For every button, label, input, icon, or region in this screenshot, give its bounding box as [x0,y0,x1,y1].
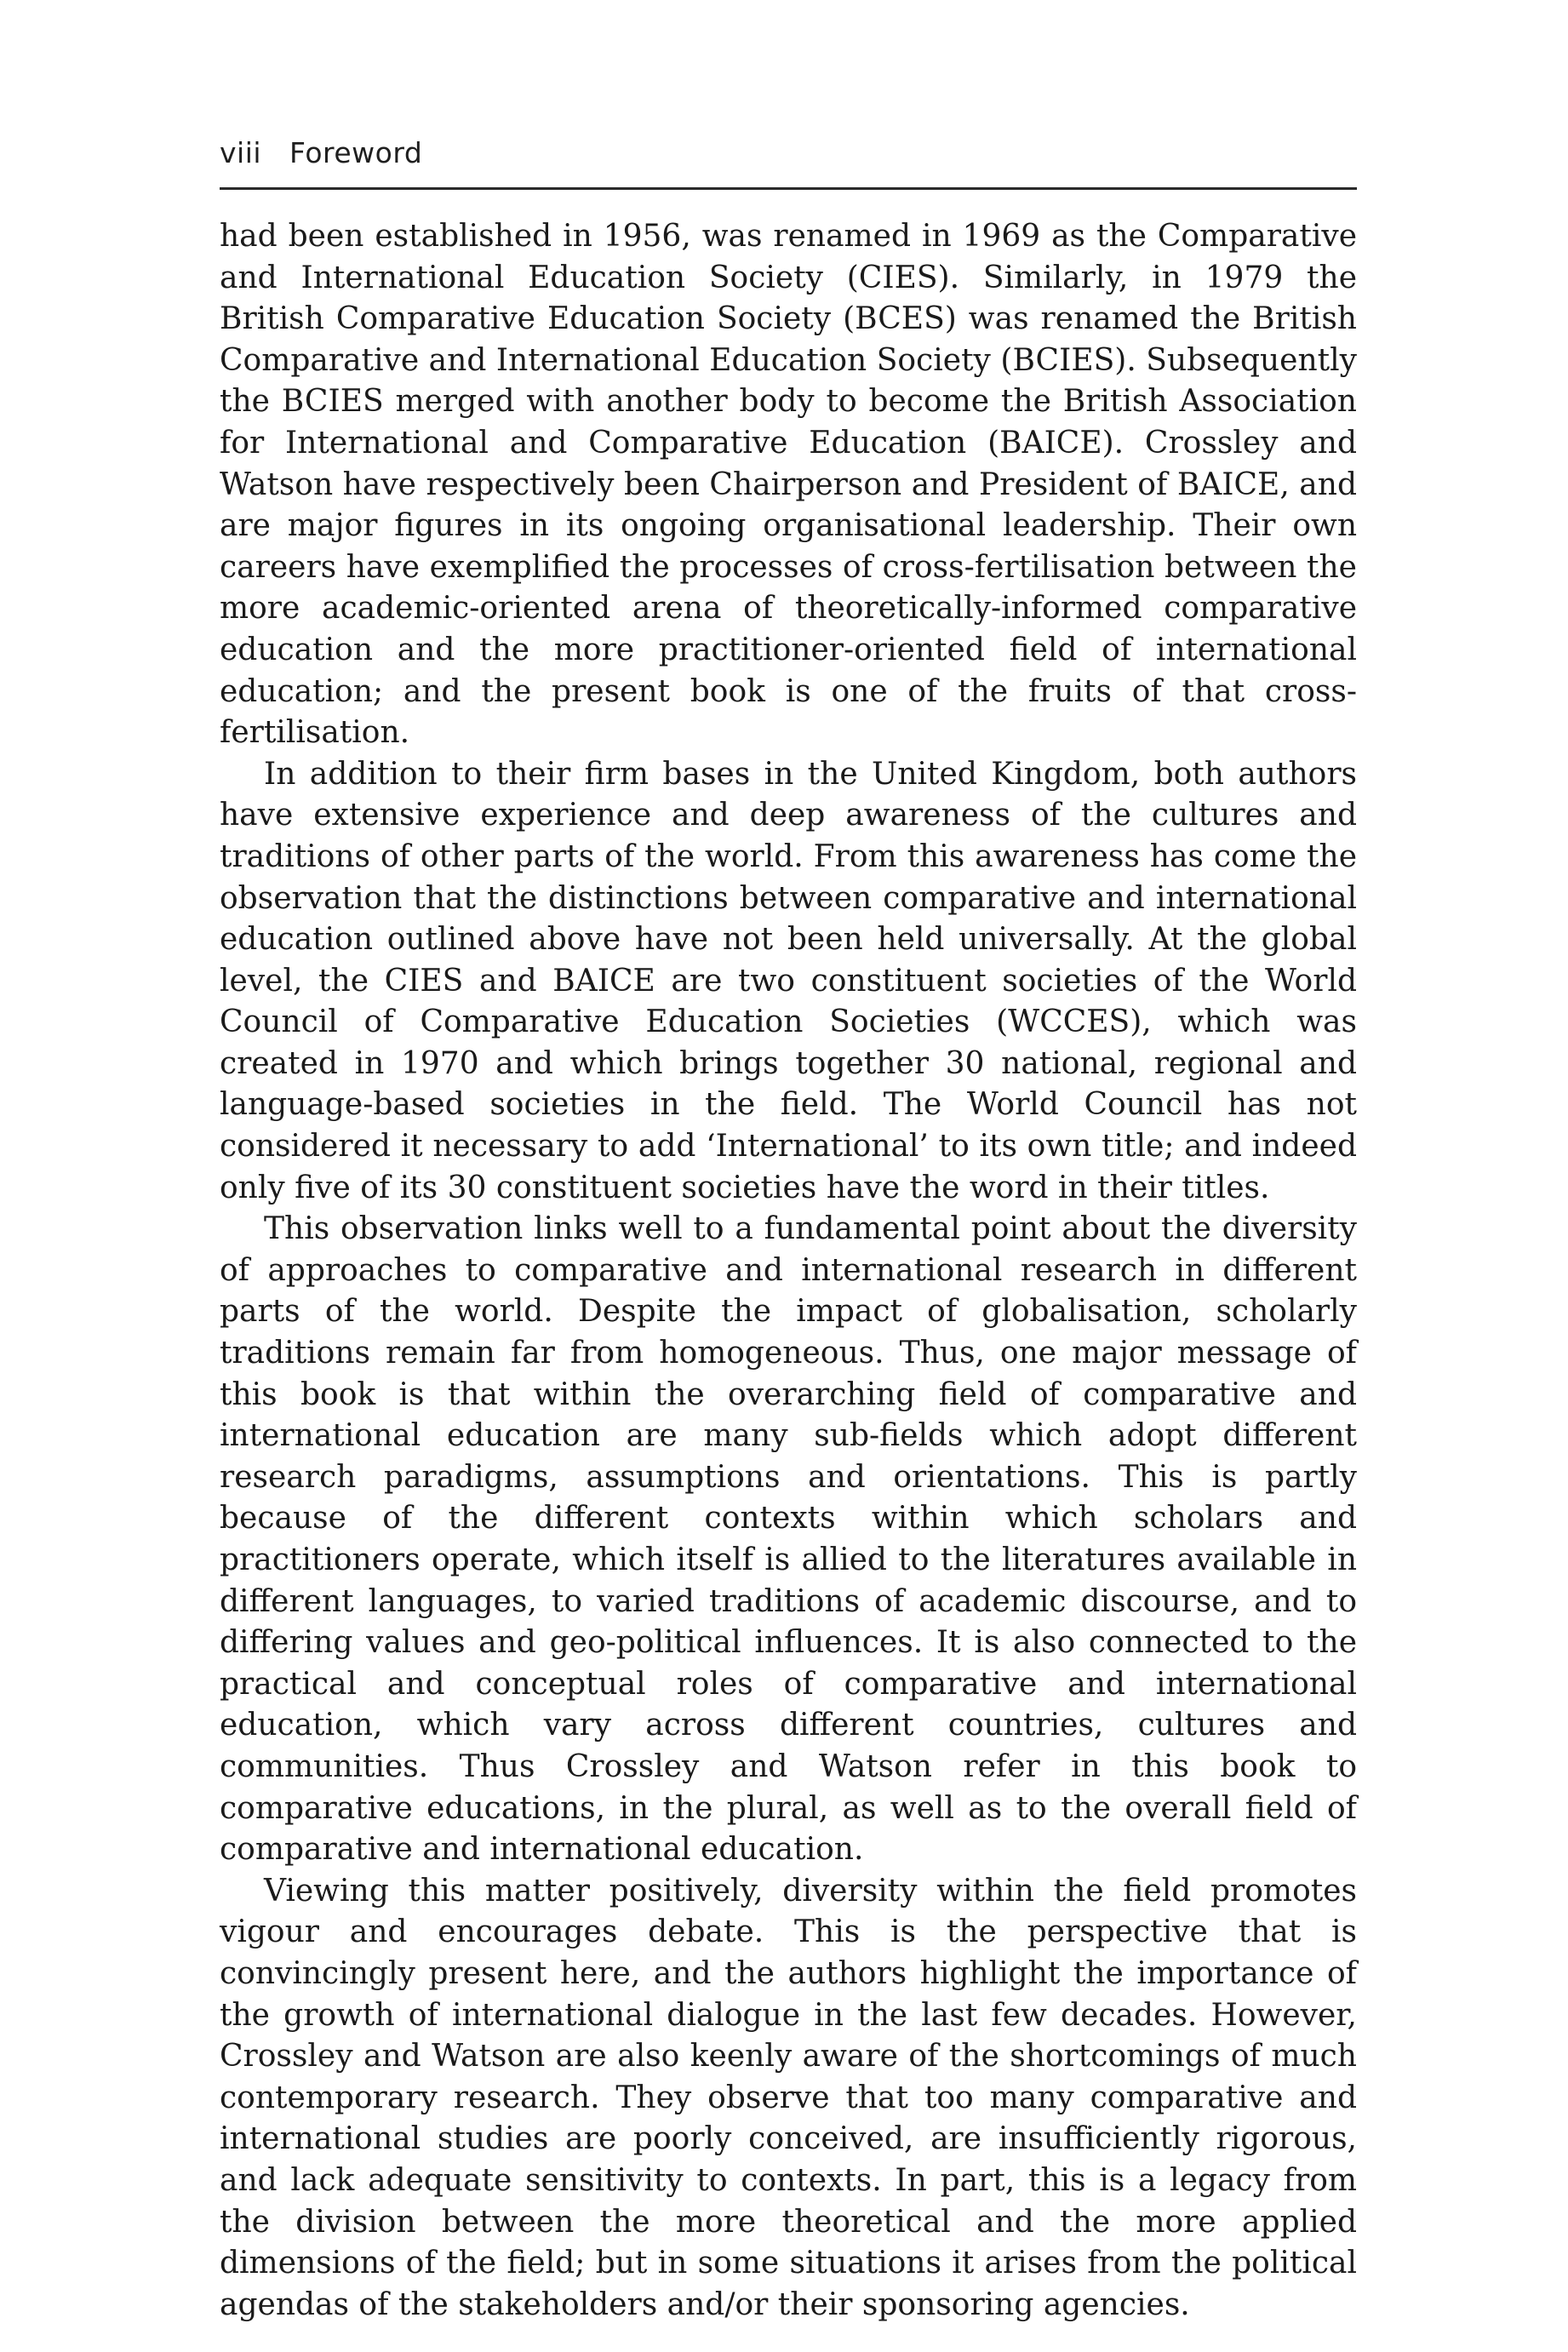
paragraph-2: In addition to their firm bases in the United Kingdom, both authors have extensive experience and deep awareness of the cultures and traditions of other parts of the world. From this awareness has come the observation that the distinctions between comparative and international education outlined above have not been held universally. At the global level, the CIES and BAICE are two constituent societies of the World Council of Comparative Education Societies (WCCES), which was created in 1970 and which brings together 30 national, regional and language-based societies in the field. The World Council has not considered it necessary to add ‘International’ to its own title; and indeed only five of its 30 constituent societies have the word in their titles. [220,756,1357,1205]
paragraph-3: This observation links well to a fundamental point about the diversity of approaches to comparative and international research in different parts of the world. Despite the impact of globalisation, scholarly traditions remain far from homogeneous. Thus, one major message of this book is that within the overarching field of comparative and international education are many sub-fields which adopt different research paradigms, assumptions and orientations. This is partly because of the different contexts within which scholars and practitioners operate, which itself is allied to the literatures available in different languages, to varied traditions of academic discourse, and to differing values and geo-political influences. It is also connected to the practical and conceptual roles of comparative and international education, which vary across different countries, cultures and communities. Thus Crossley and Watson refer in this book to comparative educations, in the plural, as well as to the overall field of comparative and international education. [220,1211,1357,1868]
section-title: Foreword [289,136,423,169]
page-number: viii [220,136,262,169]
running-head [220,136,1357,187]
body-text [220,216,1357,2326]
paragraph-4: Viewing this matter positively, diversity within the field promotes vigour and encourages debate. This is the perspective that is convincingly present here, and the authors highlight the importance of the growth of international dialogue in the last few decades. However, Crossley and Watson are also keenly aware of the shortcomings of much contemporary research. They observe that too many comparative and international studies are poorly conceived, are insufficiently rigorous, and lack adequate sensitivity to contexts. In part, this is a legacy from the division between the more theoretical and the more applied dimensions of the field; but in some situations it arises from the political agendas of the stakeholders and/or their sponsoring agencies. [220,1873,1357,2322]
paragraph-1: had been established in 1956, was renamed in 1969 as the Comparative and International Education Society (CIES). Similarly, in 1979 the British Comparative Education Society (BCES) was renamed the British Comparative and International Education Society (BCIES). Subsequently the BCIES merged with another body to become the British Association for International and Comparative Education (BAICE). Crossley and Watson have respectively been Chairperson and President of BAICE, and are major figures in its ongoing organisational leadership. Their own careers have exemplified the processes of cross-fertilisation between the more academic-oriented arena of theoretically-informed comparative education and the more practitioner-oriented field of international education; and the present book is one of the fruits of that cross-fertilisation. [220,219,1357,751]
header-rule [220,187,1357,190]
